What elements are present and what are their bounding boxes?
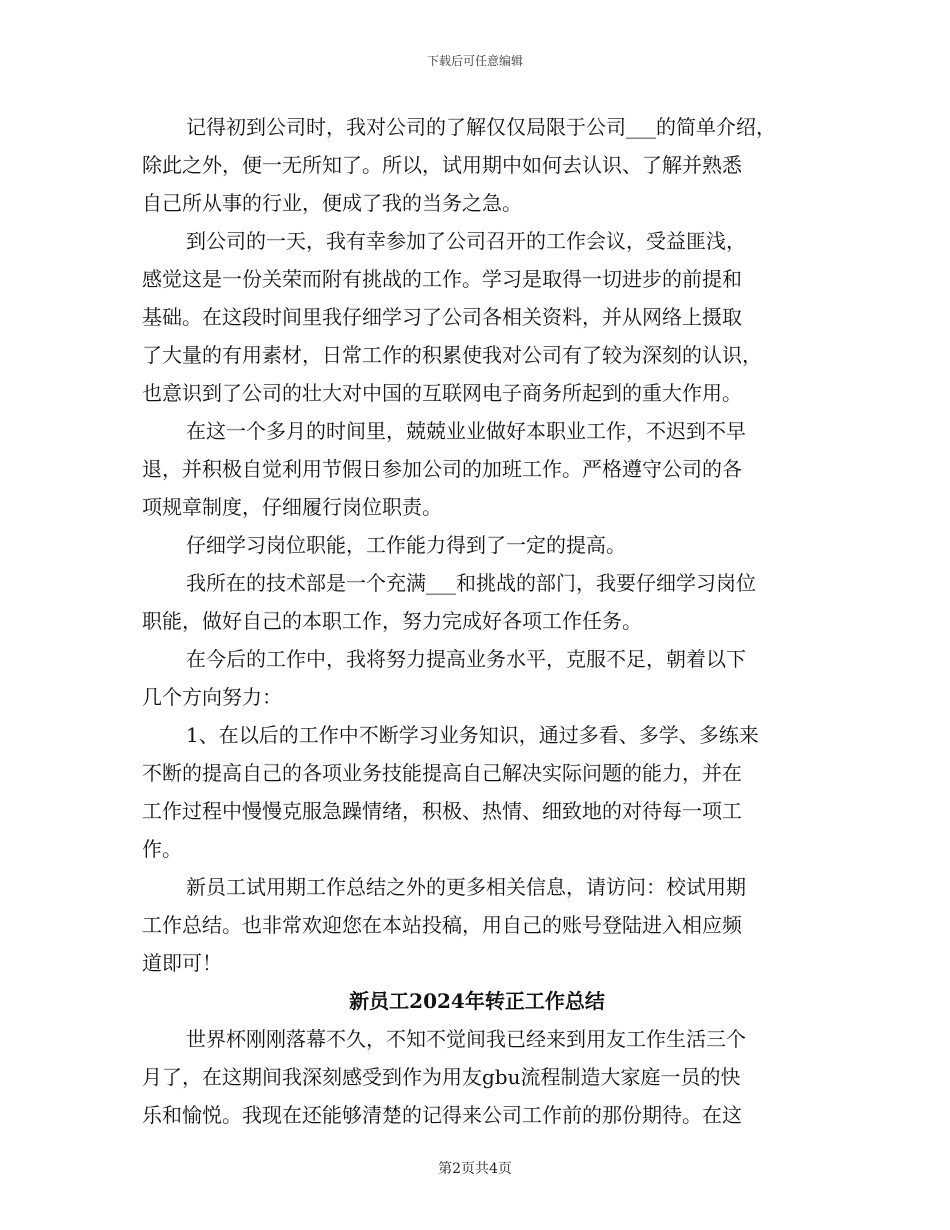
paragraph <box>142 222 812 412</box>
text-line: 仔细学习岗位职能，工作能力得到了一定的提高。 <box>186 533 626 557</box>
paragraph <box>142 1020 812 1134</box>
text-line: 也意识到了公司的壮大对中国的互联网电子商务所起到的重大作用。 <box>142 381 742 405</box>
section-title: 新员工2024年转正工作总结 <box>349 989 605 1013</box>
text-line: 项规章制度，仔细履行岗位职责。 <box>142 495 442 519</box>
paragraph <box>142 526 812 564</box>
paragraph <box>142 716 812 868</box>
text-line: 道即可！ <box>142 951 222 975</box>
text-line: 除此之外，便一无所知了。所以，试用期中如何去认识、了解并熟悉 <box>142 153 742 177</box>
text-line: 到公司的一天，我有幸参加了公司召开的工作会议，受益匪浅， <box>186 229 746 253</box>
text-line: 基础。在这段时间里我仔细学习了公司各相关资料，并从网络上摄取 <box>142 305 742 329</box>
text-line: 了大量的有用素材，日常工作的积累使我对公司有了较为深刻的认识， <box>142 343 762 367</box>
section-paragraphs <box>142 1020 812 1134</box>
paragraph <box>142 412 812 526</box>
text-line: 不断的提高自己的各项业务技能提高自己解决实际问题的能力，并在 <box>142 761 742 785</box>
document-body <box>142 108 812 1134</box>
paragraph <box>142 640 812 716</box>
text-line: 作。 <box>142 837 182 861</box>
text-line: 工作总结。也非常欢迎您在本站投稿，用自己的账号登陆进入相应频 <box>142 913 742 937</box>
text-line: 自己所从事的行业，便成了我的当务之急。 <box>142 191 522 215</box>
paragraphs <box>142 108 812 982</box>
text-line: 工作过程中慢慢克服急躁情绪，积极、热情、细致地的对待每一项工 <box>142 799 742 823</box>
text-line: 几个方向努力： <box>142 685 282 709</box>
text-line: 新员工试用期工作总结之外的更多相关信息，请访问：校试用期 <box>186 875 746 899</box>
text-line: 世界杯刚刚落幕不久，不知不觉间我已经来到用友工作生活三个 <box>186 1027 746 1051</box>
text-line: 在这一个多月的时间里，兢兢业业做好本职业工作，不迟到不早 <box>186 419 746 443</box>
page-header: 下载后可任意编辑 <box>426 54 523 68</box>
text-line: 在今后的工作中，我将努力提高业务水平，克服不足，朝着以下 <box>186 647 746 671</box>
text-line: 退，并积极自觉利用节假日参加公司的加班工作。严格遵守公司的各 <box>142 457 742 481</box>
paragraph <box>142 564 812 640</box>
paragraph <box>142 108 812 222</box>
text-line: 1、在以后的工作中不断学习业务知识，通过多看、多学、多练来 <box>186 723 759 747</box>
page-footer: 第2页共4页 <box>438 1161 512 1177</box>
text-line: 月了，在这期间我深刻感受到作为用友gbu流程制造大家庭一员的快 <box>142 1065 741 1089</box>
text-line: 职能，做好自己的本职工作，努力完成好各项工作任务。 <box>142 609 642 633</box>
text-line: 记得初到公司时，我对公司的了解仅仅局限于公司___的简单介绍， <box>186 115 776 139</box>
paragraph <box>142 868 812 982</box>
text-line: 我所在的技术部是一个充满___和挑战的部门，我要仔细学习岗位 <box>186 571 756 595</box>
text-line: 乐和愉悦。我现在还能够清楚的记得来公司工作前的那份期待。在这 <box>142 1103 742 1127</box>
text-line: 感觉这是一份关荣而附有挑战的工作。学习是取得一切进步的前提和 <box>142 267 742 291</box>
